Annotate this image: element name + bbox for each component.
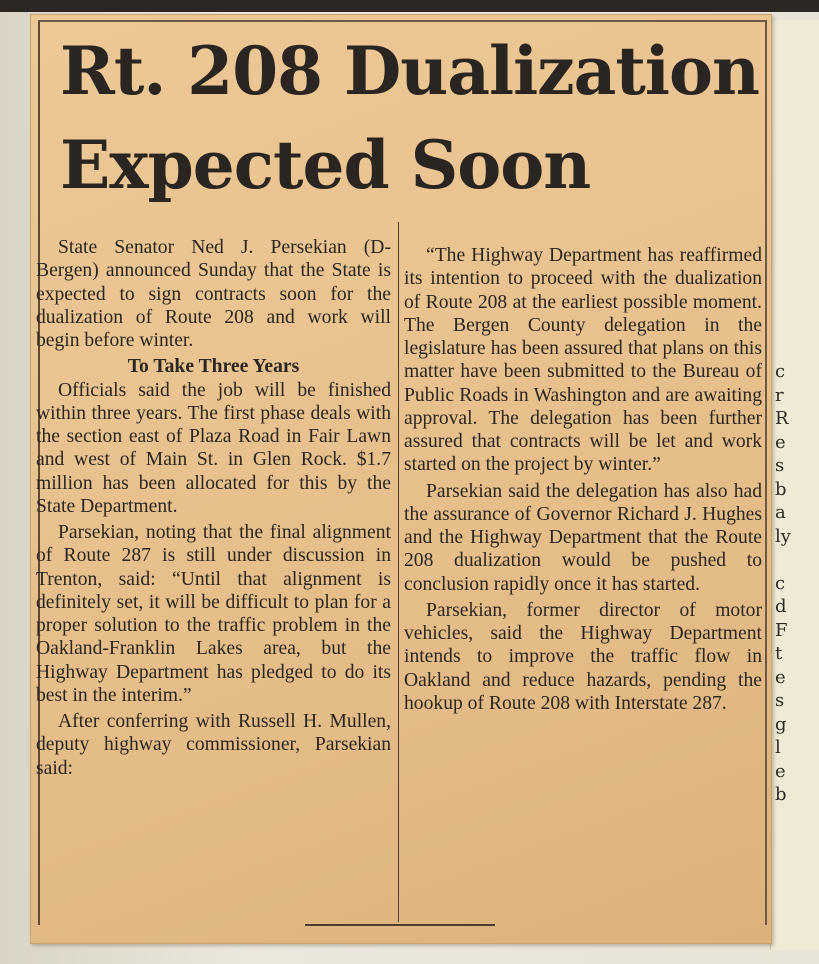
top-dark-strip: [0, 0, 819, 12]
right-column-rule: [765, 20, 767, 925]
paragraph-conferring: After conferring with Russell H. Mullen, deputy highway commissioner, Parsekian said:: [36, 711, 391, 779]
article-right-column: [404, 244, 762, 718]
top-rule: [38, 20, 767, 22]
paragraph-officials: Officials said the job will be finished within three years. The first phase deals with the section east of Plaza Road in Fair Lawn and west of Main St. in Glen Rock. $1.7 million has been allocated for this by the State Department.: [36, 379, 391, 517]
paragraph-quote: “The Highway Department has reaffirmed its intention to proceed with the dualization of Route 208 at the earliest possible moment. The Bergen County delegation in the legislature has been assured that plans on this matter have been submitted to the Bureau of Public Roads in Washington and are awaiting approval. The delegation has been further assured that contracts will be let and work started on the project by winter.”: [404, 245, 762, 476]
headline-line-2: Expected Soon: [60, 126, 591, 204]
end-rule: [305, 924, 495, 926]
subheading: To Take Three Years: [127, 356, 300, 378]
article-left-column: [36, 236, 391, 783]
paragraph-route-287: Parsekian, noting that the final alignment of Route 287 is still under discussion in Trenton, said: “Until that alignment is definitely set, it will be difficult to plan for a proper solution to the traffic problem in the Oakland-Franklin Lakes area, but the Highway Department has pledged to do its best in the interim.”: [36, 522, 391, 706]
adjacent-clipping-text: c r R e s b a ly c d F t e s g l e b: [775, 361, 791, 805]
paragraph-lead: State Senator Ned J. Persekian (D-Bergen) announced Sunday that the State is expected to sign contracts soon for the dualization of Route 208 and work will begin before winter.: [36, 237, 391, 351]
headline-line-1: Rt. 208 Dualization: [60, 32, 759, 110]
headline: [60, 24, 760, 212]
column-divider: [398, 222, 399, 922]
paragraph-former-director: Parsekian, former director of motor vehicles, said the Highway Department intends to improve the traffic flow in Oakland and reduce hazards, pending the hookup of Route 208 with Interstate 287.: [404, 599, 762, 714]
paragraph-assurance: Parsekian said the delegation has also had the assurance of Governor Richard J. Hughes and the Highway Department that the Route 208 dualization would be pushed to conclusion rapidly once it has started.: [404, 480, 762, 595]
